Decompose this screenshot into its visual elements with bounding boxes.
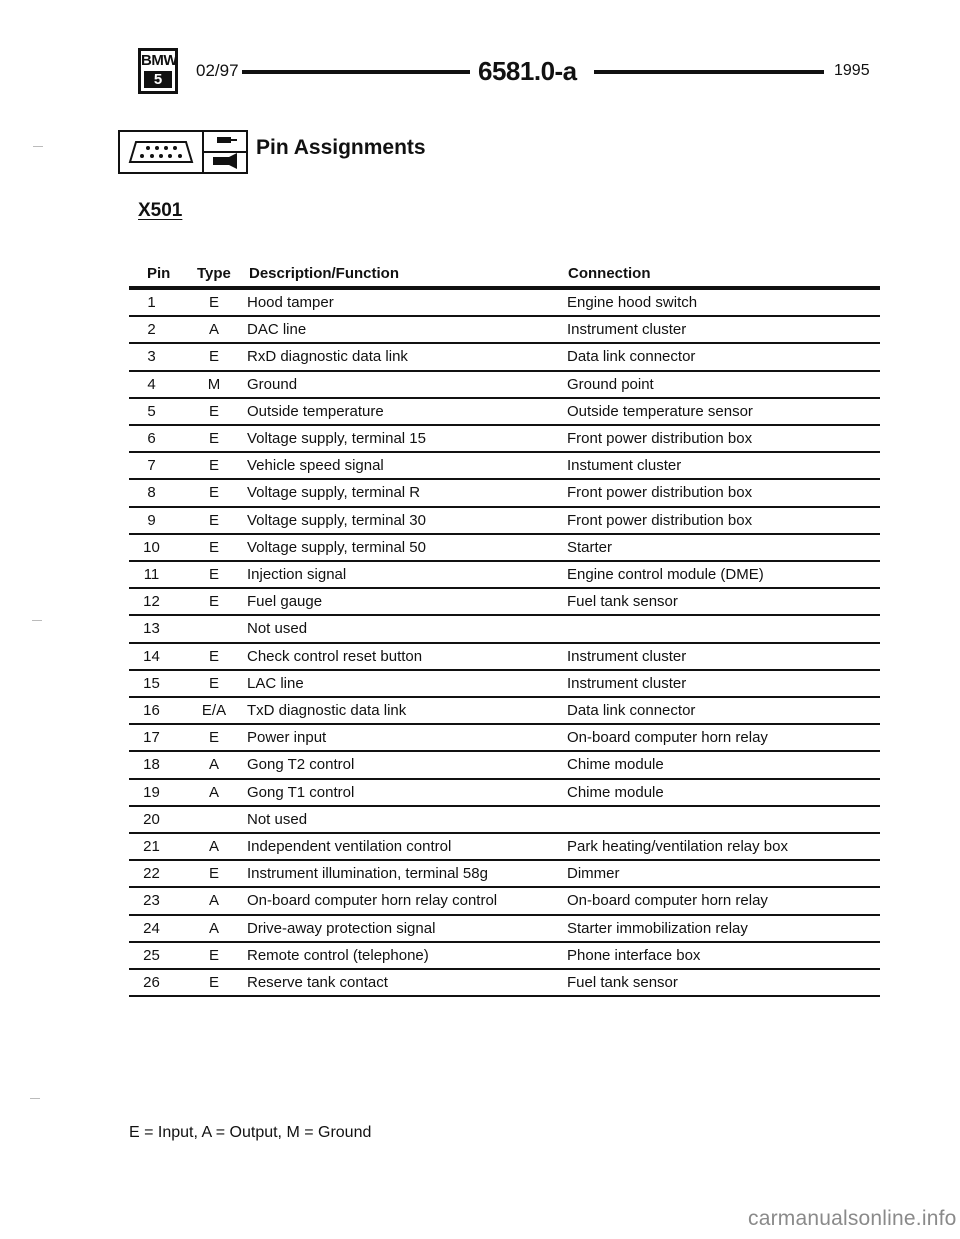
pin-cell: 11 (143, 566, 160, 583)
table-row (129, 671, 880, 698)
pin-cell: 21 (143, 838, 160, 855)
connection-cell: Front power distribution box (567, 511, 753, 529)
type-cell: A (208, 756, 219, 774)
description-cell: Instrument illumination, terminal 58g (247, 865, 488, 883)
page-title: Pin Assignments (256, 136, 426, 159)
pin-cell: 25 (143, 946, 160, 964)
type-cell: A (208, 919, 219, 937)
table-row (129, 535, 880, 562)
table-row (129, 399, 880, 426)
description-cell: On-board computer horn relay control (247, 892, 498, 910)
type-cell: E (208, 484, 219, 502)
table-row (129, 725, 880, 752)
connection-cell: Chime module (567, 756, 664, 774)
connector-id: X501 (138, 200, 183, 221)
scan-speck (32, 620, 42, 621)
description-cell: Drive-away protection signal (247, 919, 436, 937)
connection-cell: Ground point (567, 375, 654, 393)
table-row (129, 943, 880, 970)
scan-speck (30, 1098, 40, 1099)
connection-cell: On-board computer horn relay (567, 729, 768, 747)
header-year: 1995 (834, 62, 870, 79)
col-header-description: Description/Function (249, 265, 399, 282)
table-row (129, 453, 880, 480)
table-row (129, 290, 880, 317)
description-cell: Vehicle speed signal (247, 457, 384, 475)
connection-cell: Dimmer (567, 865, 620, 883)
pin-cell: 5 (147, 402, 156, 420)
connection-cell: Instrument cluster (567, 647, 687, 665)
type-cell: M (207, 375, 221, 393)
table-row (129, 807, 880, 834)
pin-cell: 17 (143, 729, 160, 747)
doc-number: 6581.0-a (478, 56, 577, 86)
pin-cell: 16 (143, 702, 160, 719)
pin-cell: 22 (143, 865, 160, 883)
description-cell: Voltage supply, terminal 15 (247, 430, 426, 447)
connection-cell: Instument cluster (567, 457, 682, 475)
table-row (129, 344, 880, 371)
type-cell: E (208, 946, 219, 964)
type-cell: E (208, 511, 219, 529)
description-cell: TxD diagnostic data link (247, 702, 407, 719)
connection-cell: Park heating/ventilation relay box (567, 838, 788, 855)
table-row (129, 562, 880, 589)
connection-cell: Front power distribution box (567, 484, 753, 502)
description-cell: Voltage supply, terminal 30 (247, 511, 426, 529)
connection-cell: Phone interface box (567, 946, 701, 964)
pin-cell: 8 (147, 484, 156, 502)
type-cell: E (208, 430, 219, 447)
pin-cell: 14 (143, 647, 160, 665)
pin-cell: 2 (147, 321, 156, 339)
type-cell: E/A (201, 702, 227, 719)
table-row (129, 888, 880, 915)
description-cell: Fuel gauge (247, 593, 323, 611)
pin-cell: 24 (143, 919, 160, 937)
table-row (129, 480, 880, 507)
scan-speck (33, 146, 43, 147)
col-header-pin: Pin (147, 265, 171, 282)
connection-cell: Instrument cluster (567, 674, 687, 692)
table-row (129, 834, 880, 861)
connection-cell: Front power distribution box (567, 430, 753, 447)
description-cell: Not used (247, 620, 308, 638)
connection-cell: Chime module (567, 783, 664, 801)
type-cell: E (208, 538, 219, 556)
pin-cell: 10 (143, 538, 160, 556)
pin-cell: 26 (143, 974, 160, 991)
pin-cell: 1 (147, 294, 156, 311)
pin-cell: 18 (143, 756, 160, 774)
description-cell: Voltage supply, terminal 50 (247, 538, 426, 556)
table-row (129, 317, 880, 344)
connection-cell: Data link connector (567, 702, 696, 719)
description-cell: Voltage supply, terminal R (247, 484, 421, 502)
pin-cell: 4 (147, 375, 156, 393)
description-cell: LAC line (247, 674, 304, 692)
logo-text: BMW (141, 52, 177, 69)
connection-cell: Starter immobilization relay (567, 919, 748, 937)
table-row (129, 970, 880, 997)
type-cell: E (208, 865, 219, 883)
description-cell: RxD diagnostic data link (247, 348, 408, 366)
header-date: 02/97 (196, 61, 239, 80)
description-cell: Power input (247, 729, 327, 747)
connection-cell: Starter (567, 538, 613, 556)
pin-cell: 12 (143, 593, 160, 611)
header-rule-right (594, 70, 824, 74)
description-cell: Remote control (telephone) (247, 946, 429, 964)
type-cell: E (208, 974, 219, 991)
table-row (129, 752, 880, 779)
type-cell: E (208, 647, 219, 665)
description-cell: Hood tamper (247, 294, 334, 311)
bmw-5-series-logo-icon (138, 48, 178, 94)
pin-cell: 19 (143, 783, 160, 801)
table-row (129, 616, 880, 643)
description-cell: Outside temperature (247, 402, 384, 420)
connection-cell: Instrument cluster (567, 321, 687, 339)
type-cell: A (208, 838, 219, 855)
header-rule-left (242, 70, 470, 74)
table-row (129, 508, 880, 535)
watermark: carmanualsonline.info (748, 1207, 957, 1230)
pin-cell: 7 (147, 457, 156, 475)
description-cell: DAC line (247, 321, 307, 339)
pin-cell: 20 (143, 810, 160, 828)
type-cell: E (208, 402, 219, 420)
type-cell: E (208, 593, 219, 611)
type-cell: E (208, 674, 219, 692)
description-cell: Injection signal (247, 566, 347, 583)
type-cell: E (208, 348, 219, 366)
connector-pins-icon (118, 130, 204, 174)
table-row (129, 698, 880, 725)
pin-cell: 23 (143, 892, 160, 910)
description-cell: Check control reset button (247, 647, 423, 665)
type-cell: A (208, 892, 219, 910)
pin-cell: 15 (143, 674, 160, 692)
table-row (129, 372, 880, 399)
type-cell: E (208, 294, 219, 311)
connection-cell: Outside temperature sensor (567, 402, 753, 420)
pin-assignment-icon (202, 130, 248, 174)
description-cell: Independent ventilation control (247, 838, 452, 855)
connection-cell: Fuel tank sensor (567, 974, 678, 991)
connection-cell: Engine control module (DME) (567, 566, 764, 583)
type-cell: E (208, 457, 219, 475)
pin-cell: 9 (147, 511, 156, 529)
table-row (129, 780, 880, 807)
legend: E = Input, A = Output, M = Ground (129, 1124, 372, 1141)
table-row (129, 426, 880, 453)
connection-cell: Engine hood switch (567, 294, 698, 311)
table-row (129, 916, 880, 943)
table-row (129, 861, 880, 888)
pin-cell: 3 (147, 348, 156, 366)
col-header-type: Type (197, 265, 231, 282)
type-cell: A (208, 783, 219, 801)
connection-cell: Data link connector (567, 348, 696, 366)
logo-series: 5 (144, 71, 172, 88)
description-cell: Gong T1 control (247, 783, 355, 801)
pin-cell: 13 (143, 620, 160, 638)
pin-icon-divider (204, 151, 246, 153)
table-row (129, 589, 880, 616)
description-cell: Ground (247, 375, 298, 393)
pin-cell: 6 (147, 430, 156, 447)
description-cell: Reserve tank contact (247, 974, 388, 991)
type-cell: A (208, 321, 219, 339)
col-header-connection: Connection (568, 265, 651, 282)
type-cell: E (208, 566, 219, 583)
table-row (129, 644, 880, 671)
connection-cell: On-board computer horn relay (567, 892, 768, 910)
description-cell: Gong T2 control (247, 756, 355, 774)
description-cell: Not used (247, 810, 308, 828)
connection-cell: Fuel tank sensor (567, 593, 678, 611)
type-cell: E (208, 729, 219, 747)
